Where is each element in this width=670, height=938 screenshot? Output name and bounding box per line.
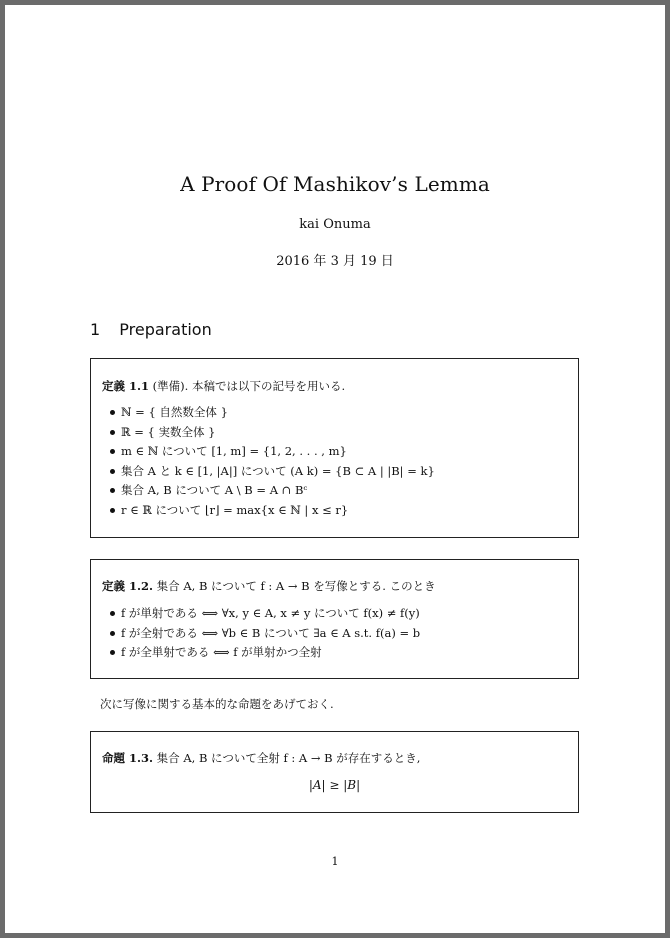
list-item: f が単射である ⟺ ∀x, y ∈ A, x ≠ y について f(x) ≠ f(y) bbox=[121, 605, 420, 625]
body-paragraph: 次に写像に関する基本的な命題をあげておく. bbox=[100, 697, 334, 711]
list-item: 集合 A と k ∈ [1, |A|] について (A k) = {B ⊂ A | |B| = k} bbox=[121, 463, 435, 483]
proposition-1-3-heading bbox=[102, 750, 420, 766]
paper-date: 2016 年 3 月 19 日 bbox=[276, 254, 394, 269]
section-heading bbox=[90, 320, 212, 339]
definition-1-2-list bbox=[121, 605, 420, 664]
definition-1-2-heading bbox=[102, 578, 436, 594]
definition-1-2-label: 定義 1.2. bbox=[102, 579, 154, 593]
section-title: Preparation bbox=[119, 320, 212, 339]
proposition-1-3-label: 命題 1.3. bbox=[102, 751, 154, 765]
proposition-1-3-formula: |A| ≥ |B| bbox=[308, 778, 361, 792]
proposition-1-3-box bbox=[90, 731, 579, 813]
proposition-1-3-intro: 集合 A, B について全射 f : A → B が存在するとき, bbox=[156, 751, 421, 765]
page-number: 1 bbox=[331, 855, 339, 868]
list-item: f が全単射である ⟺ f が単射かつ全射 bbox=[121, 644, 420, 664]
definition-1-1-box bbox=[90, 358, 579, 538]
definition-1-1-heading bbox=[102, 378, 345, 394]
list-item: f が全射である ⟺ ∀b ∈ B について ∃a ∈ A s.t. f(a) = b bbox=[121, 625, 420, 645]
section-number: 1 bbox=[90, 320, 101, 339]
paper-title: A Proof Of Mashikov’s Lemma bbox=[180, 172, 490, 196]
list-item: ℝ = { 実数全体 } bbox=[121, 424, 435, 444]
list-item: ℕ = { 自然数全体 } bbox=[121, 404, 435, 424]
list-item: 集合 A, B について A \ B = A ∩ Bᶜ bbox=[121, 482, 435, 502]
definition-1-2-box bbox=[90, 559, 579, 679]
definition-1-1-note: (準備). bbox=[152, 379, 189, 393]
list-item: r ∈ ℝ について ⌊r⌋ = max{x ∈ ℕ | x ≤ r} bbox=[121, 502, 435, 522]
definition-1-2-intro: 集合 A, B について f : A → B を写像とする. このとき bbox=[156, 579, 436, 593]
list-item: m ∈ ℕ について [1, m] = {1, 2, . . . , m} bbox=[121, 443, 435, 463]
definition-1-1-list bbox=[121, 404, 435, 522]
definition-1-1-label: 定義 1.1 bbox=[102, 379, 150, 393]
definition-1-1-intro: 本稿では以下の記号を用いる. bbox=[191, 379, 346, 393]
paper-author: kai Onuma bbox=[299, 217, 371, 232]
